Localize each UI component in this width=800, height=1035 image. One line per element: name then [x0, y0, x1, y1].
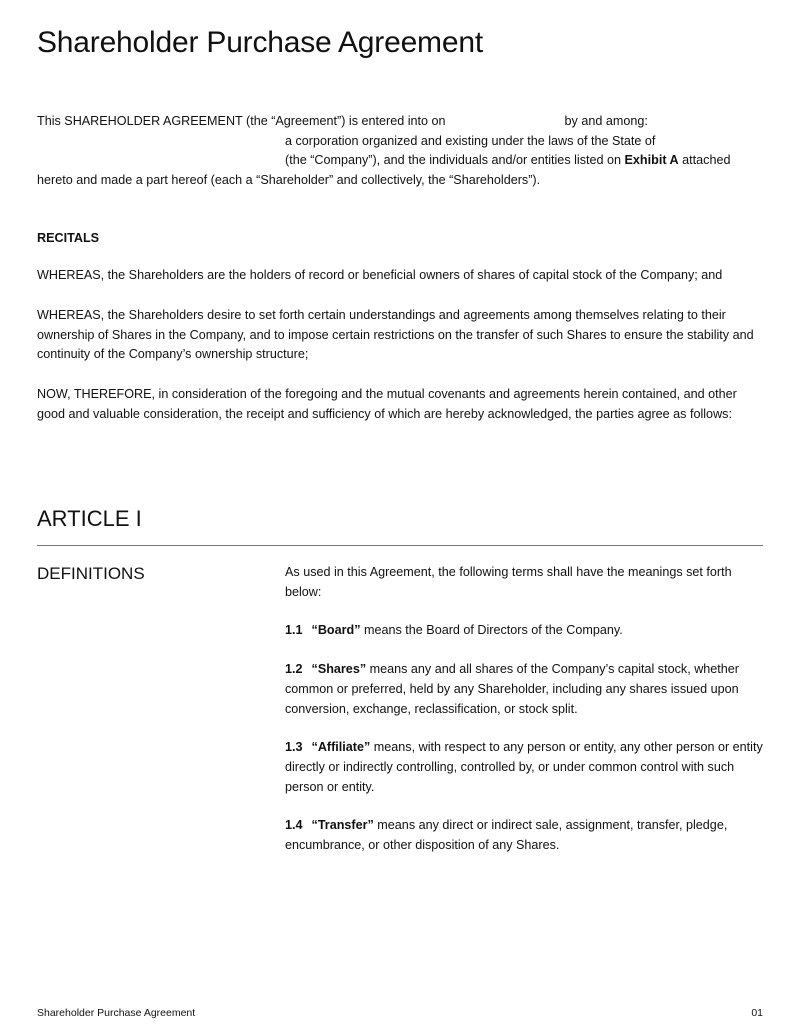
page-title: Shareholder Purchase Agreement — [37, 26, 483, 59]
intro-text: attached — [682, 153, 731, 168]
article-heading: ARTICLE I — [37, 506, 142, 531]
item-number: 1.2 — [285, 662, 303, 677]
definitions-list — [285, 563, 765, 875]
definition-item — [285, 816, 765, 855]
defined-term: “Affiliate” — [311, 740, 371, 755]
exhibit-a-reference: Exhibit A — [624, 153, 679, 168]
recital-paragraph: NOW, THEREFORE, in consideration of the foregoing and the mutual covenants and agreements herein contained, and other good and valuable consideration, the receipt and sufficiency of which are hereby acknowledged, the parties agree as follows: — [37, 387, 737, 421]
defined-term: “Board” — [311, 623, 361, 638]
item-number: 1.3 — [285, 740, 303, 755]
intro-text: by and among: — [564, 114, 648, 128]
definition-text: means any direct or indirect sale, assignment, transfer, pledge, encumbrance, or other disposition of any Shares. — [285, 818, 728, 853]
section-heading: DEFINITIONS — [37, 564, 145, 583]
intro-paragraph — [37, 112, 767, 191]
state-field[interactable] — [37, 154, 285, 168]
intro-text: (the “Company”), and the individuals and/or entities listed on — [285, 153, 622, 168]
page-number: 01 — [751, 1007, 763, 1019]
company-name-field[interactable] — [37, 134, 285, 148]
recital-paragraph: WHEREAS, the Shareholders are the holders of record or beneficial owners of shares of capital stock of the Company; and — [37, 268, 723, 282]
definitions-lead: As used in this Agreement, the following terms shall have the meanings set forth below: — [285, 565, 732, 599]
definition-text: means any and all shares of the Company’s capital stock, whether common or preferred, held by any Shareholder, including any shares issued upon conversion, exchange, reclassification, or stock split. — [285, 662, 740, 716]
date-field[interactable] — [449, 115, 561, 129]
definition-text: means, with respect to any person or entity, any other person or entity directly or indirectly controlling, controlled by, or under common control with such person or entity. — [285, 740, 763, 794]
item-number: 1.1 — [285, 623, 303, 638]
item-number: 1.4 — [285, 818, 303, 833]
recitals-heading: RECITALS — [37, 231, 100, 245]
definition-item — [285, 621, 765, 641]
definition-item — [285, 738, 765, 797]
defined-term: “Transfer” — [311, 818, 374, 833]
recital-paragraph: WHEREAS, the Shareholders desire to set forth certain understandings and agreements among themselves relating to their ownership of Shares in the Company, and to impose certain restrictions on the transfer of such Shares to ensure the stability and continuity of the Company’s ownership structure; — [37, 308, 754, 362]
intro-text: a corporation organized and existing under the laws of the State of — [285, 133, 656, 148]
definition-item — [285, 660, 765, 719]
intro-text: hereto and made a part hereof (each a “Shareholder” and collectively, the “Shareholders”). — [37, 173, 541, 188]
intro-text: This SHAREHOLDER AGREEMENT (the “Agreement”) is entered into on — [37, 114, 446, 128]
footer-title: Shareholder Purchase Agreement — [37, 1007, 196, 1019]
definition-text: means the Board of Directors of the Company. — [360, 623, 623, 638]
defined-term: “Shares” — [311, 662, 367, 677]
divider — [37, 545, 763, 546]
